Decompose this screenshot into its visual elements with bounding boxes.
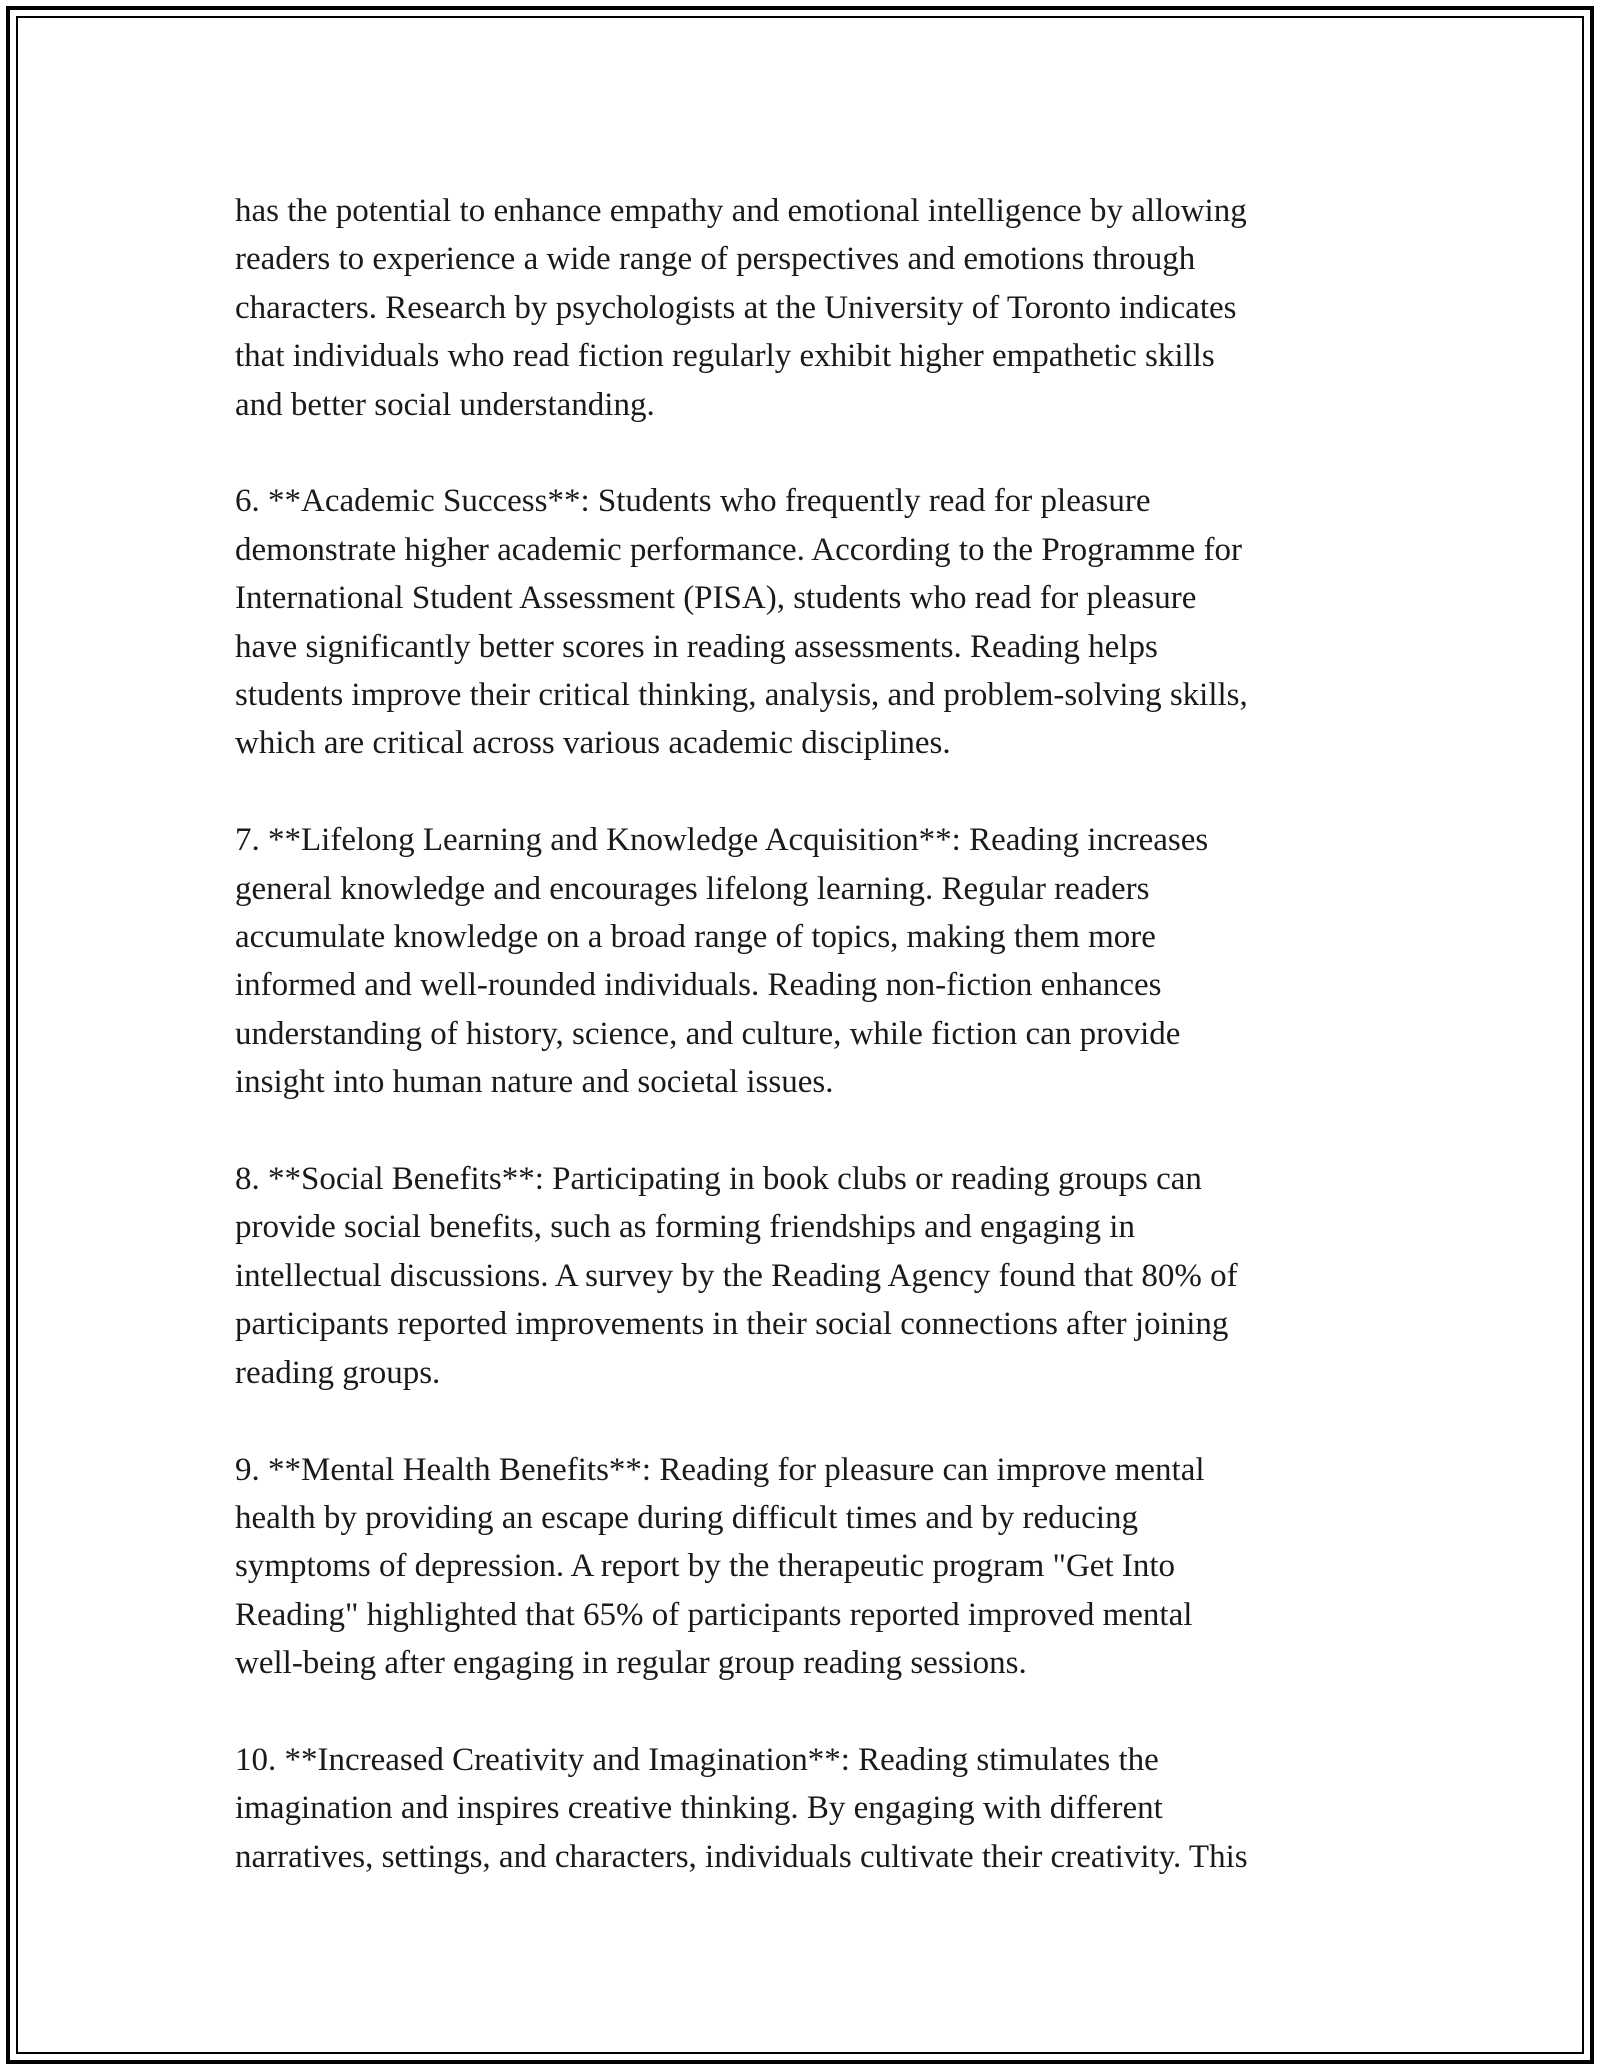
paragraph-creativity-imagination: 10. **Increased Creativity and Imagination**: Reading stimulates the imagination and inspires creative thinking. By engaging with different narratives, settings, and characters, individuals cultivate their creativity. This — [235, 1741, 1248, 1875]
paragraph-mental-health-benefits: 9. **Mental Health Benefits**: Reading for pleasure can improve mental health by providing an escape during difficult times and by reducing symptoms of depression. A report by the therapeutic program "Get Into Reading" highlighted that 65% of participants reported improved mental well-being after engaging in regular group reading sessions. — [235, 1451, 1205, 1682]
document-body — [235, 187, 1385, 1881]
paragraph-academic-success: 6. **Academic Success**: Students who frequently read for pleasure demonstrate higher academic performance. According to the Programme for International Student Assessment (PISA), students who read for pleasure have significantly better scores in reading assessments. Reading helps students improve their critical thinking, analysis, and problem-solving skills, which are critical across various academic disciplines. — [235, 483, 1248, 762]
paragraph-empathy-continuation: has the potential to enhance empathy and emotional intelligence by allowing readers to experience a wide range of perspectives and emotions through characters. Research by psychologists at the University of Toronto indicates that individuals who read fiction regularly exhibit higher empathetic skills and better social understanding. — [235, 193, 1247, 423]
paragraph-lifelong-learning: 7. **Lifelong Learning and Knowledge Acquisition**: Reading increases general knowledge and encourages lifelong learning. Regular readers accumulate knowledge on a broad range of topics, making them more informed and well-rounded individuals. Reading non-fiction enhances understanding of history, science, and culture, while fiction can provide insight into human nature and societal issues. — [235, 822, 1209, 1101]
paragraph-social-benefits: 8. **Social Benefits**: Participating in book clubs or reading groups can provide social benefits, such as forming friendships and engaging in intellectual discussions. A survey by the Reading Agency found that 80% of participants reported improvements in their social connections after joining reading groups. — [235, 1161, 1238, 1391]
